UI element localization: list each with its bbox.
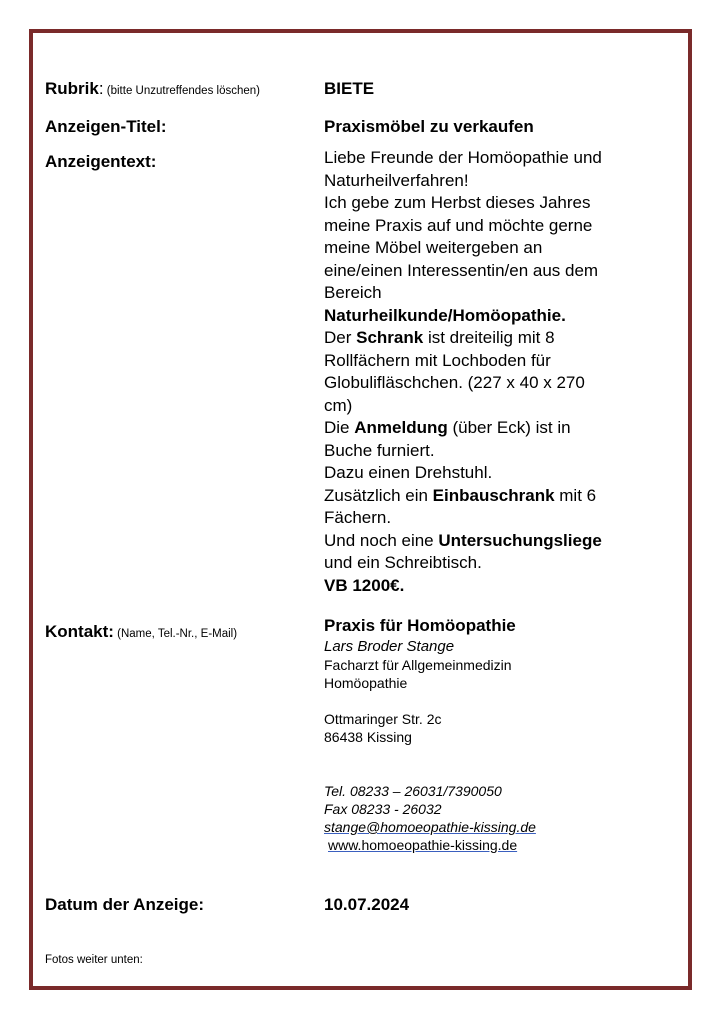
datum-label: Datum der Anzeige: [45, 895, 205, 914]
ad-text-line: cm) [324, 395, 353, 415]
titel-value: Praxismöbel zu verkaufen [324, 117, 534, 136]
ad-text-line: Ich gebe zum Herbst dieses Jahres [324, 193, 591, 212]
ad-text-line: Buche furniert. [324, 440, 435, 460]
address-city: 86438 Kissing [324, 729, 412, 745]
website-link[interactable]: www.homoeopathie-kissing.de [328, 837, 518, 853]
ad-text-line: Naturheilkunde/Homöopathie. [324, 305, 566, 325]
ad-text-line: meine Praxis auf und möchte gerne [324, 215, 593, 235]
text-label: Anzeigentext: [45, 152, 157, 171]
datum-value: 10.07.2024 [324, 895, 410, 914]
rubrik-hint: (bitte Unzutreffendes löschen) [103, 85, 260, 97]
doctor-name: Lars Broder Stange [324, 638, 455, 655]
ad-text-line: Bereich [324, 283, 382, 302]
contact-block [324, 615, 536, 854]
titel-label: Anzeigen-Titel: [45, 117, 167, 136]
kontakt-hint: (Name, Tel.-Nr., E-Mail) [113, 628, 238, 640]
rubrik-label: Rubrik: (bitte Unzutreffendes löschen) [45, 79, 260, 98]
kontakt-label: Kontakt: (Name, Tel.-Nr., E-Mail) [45, 622, 238, 641]
fax: Fax 08233 - 26032 [324, 801, 442, 817]
ad-text-line: Globulifläschchen. (227 x 40 x 270 [324, 373, 585, 392]
praxis-name: Praxis für Homöopathie [324, 616, 516, 635]
ad-text-line: meine Möbel weitergeben an [324, 238, 543, 257]
footer-note: Fotos weiter unten: [45, 954, 143, 966]
ad-text-line: Die Anmeldung (über Eck) ist in [324, 418, 571, 437]
doctor-specialty: Homöopathie [324, 675, 408, 691]
ad-text-line: Dazu einen Drehstuhl. [324, 463, 493, 482]
address-street: Ottmaringer Str. 2c [324, 711, 442, 727]
ad-text-line: Zusätzlich ein Einbauschrank mit 6 [324, 485, 597, 505]
phone: Tel. 08233 – 26031/7390050 [324, 783, 502, 799]
rubrik-value: BIETE [324, 79, 375, 98]
ad-text-line: Und noch eine Untersuchungsliege [324, 530, 602, 550]
price: VB 1200€. [324, 575, 405, 595]
ad-text-line: und ein Schreibtisch. [324, 553, 482, 572]
ad-text-line: Der Schrank ist dreiteilig mit 8 [324, 328, 555, 347]
ad-text-line: eine/einen Interessentin/en aus dem [324, 260, 599, 280]
ad-text-line: Fächern. [324, 508, 392, 527]
ad-text-line: Naturheilverfahren! [324, 170, 469, 190]
ad-text-line: Liebe Freunde der Homöopathie und [324, 148, 602, 167]
ad-text-line: Rollfächern mit Lochboden für [324, 350, 551, 370]
email-link[interactable]: stange@homoeopathie-kissing.de [324, 819, 536, 835]
ad-text [324, 147, 664, 597]
doctor-title: Facharzt für Allgemeinmedizin [324, 657, 512, 673]
